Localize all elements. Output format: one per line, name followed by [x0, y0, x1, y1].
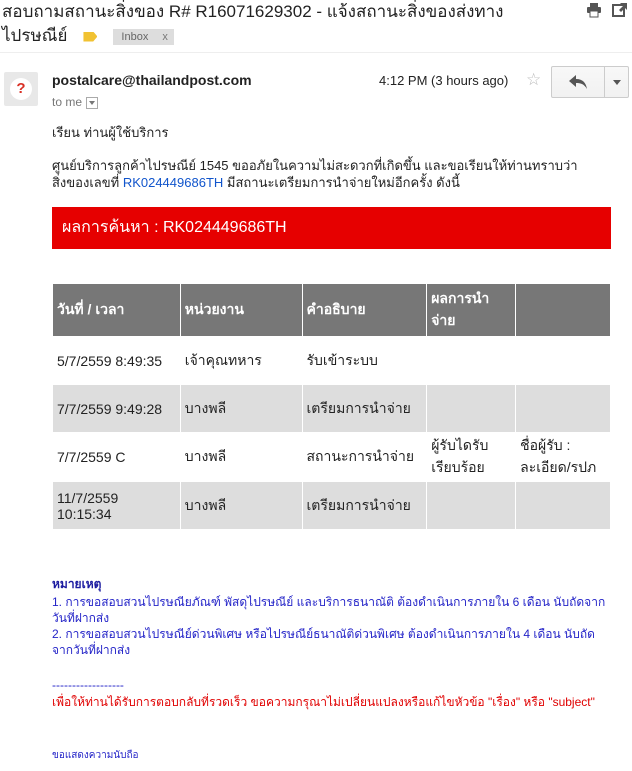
cell-extra — [516, 337, 611, 385]
unknown-sender-icon: ? — [10, 78, 32, 100]
label-tag-icon[interactable] — [83, 32, 97, 42]
result-banner — [52, 207, 611, 249]
cell-extra: ชื่อผู้รับ : ละเอียด/รปภ — [516, 433, 611, 482]
inbox-label-text: Inbox — [121, 30, 149, 43]
cell-description: รับเข้าระบบ — [302, 337, 427, 385]
email-subject — [2, 0, 547, 48]
intro-paragraph — [52, 157, 614, 191]
remove-label-button[interactable]: x — [162, 30, 168, 43]
cell-extra — [516, 385, 611, 433]
sender-avatar — [4, 72, 38, 106]
subject-bar — [0, 0, 632, 52]
table-row — [53, 337, 611, 385]
signature-text: ขอแสดงความนับถือ — [52, 750, 139, 761]
cell-description: เตรียมการนำจ่าย — [302, 385, 427, 433]
message-time: 4:12 PM (3 hours ago) — [379, 73, 509, 88]
print-icon[interactable] — [586, 2, 602, 18]
recipient-line — [52, 95, 98, 109]
cell-description: สถานะการนำจ่าย — [302, 433, 427, 482]
reply-icon — [569, 75, 587, 89]
col-header-office: หน่วยงาน — [180, 284, 302, 337]
cell-office: บางพลี — [180, 385, 302, 433]
more-actions-button[interactable] — [604, 67, 629, 97]
separator-dashes: ------------------ — [52, 678, 124, 692]
cell-datetime: 7/7/2559 9:49:28 — [53, 385, 181, 433]
table-row — [53, 385, 611, 433]
details-dropdown[interactable] — [86, 97, 98, 109]
subject-text: สอบถามสถานะสิ่งของ R# R16071629302 - แจ้งสถานะสิ่งของส่งทางไปรษณีย์ — [2, 2, 504, 45]
cell-description: เตรียมการนำจ่าย — [302, 482, 427, 530]
cell-result — [427, 337, 516, 385]
cell-result — [427, 385, 516, 433]
star-icon[interactable]: ☆ — [526, 70, 542, 89]
cell-result — [427, 482, 516, 530]
intro-text-pre: ศูนย์บริการลูกค้าไปรษณีย์ 1545 ขออภัยในความไม่สะดวกที่เกิดขึ้น และขอเรียนให้ท่านทราบว่า สิ่งของเลขที่ — [52, 158, 578, 190]
table-row — [53, 482, 611, 530]
cell-result: ผู้รับไดรับเรียบร้อย — [427, 433, 516, 482]
cell-office: บางพลี — [180, 433, 302, 482]
recipient-text: to me — [52, 95, 83, 109]
col-header-description: คำอธิบาย — [302, 284, 427, 337]
new-window-icon[interactable] — [612, 2, 628, 18]
col-header-extra — [516, 284, 611, 337]
cell-datetime: 5/7/2559 8:49:35 — [53, 337, 181, 385]
greeting: เรียน ท่านผู้ใช้บริการ — [52, 125, 169, 140]
note-item: 2. การขอสอบสวนไปรษณีย์ด่วนพิเศษ หรือไปรษณีย์ธนาณัติด่วนพิเศษ ต้องดำเนินการภายใน 4 เดือน นับถัดจากวันที่ฝากส่ง — [52, 627, 595, 657]
cell-office: เจ้าคุณทหาร — [180, 337, 302, 385]
cell-office: บางพลี — [180, 482, 302, 530]
notes-title: หมายเหตุ — [52, 577, 102, 591]
result-banner-text: ผลการค้นหา : RK024449686TH — [62, 219, 287, 236]
col-header-datetime: วันที่ / เวลา — [53, 284, 181, 337]
notes-list — [52, 594, 612, 658]
note-item: 1. การขอสอบสวนไปรษณียภัณฑ์ พัสดุไปรษณีย์ และบริการธนาณัติ ต้องดำเนินการภายใน 6 เดือน นับถัดจากวันที่ฝากส่ง — [52, 595, 606, 625]
table-row — [53, 433, 611, 482]
cell-datetime: 11/7/2559 10:15:34 — [53, 482, 181, 530]
col-header-delivery-result: ผลการนำจ่าย — [427, 284, 516, 337]
table-header-row — [53, 284, 611, 337]
subject-warning: เพื่อให้ท่านได้รับการตอบกลับที่รวดเร็ว ขอความกรุณาไม่เปลี่ยนแปลงหรือแก้ไขหัวข้อ "เรื่อง" หรือ "subject" — [52, 695, 595, 709]
reply-button[interactable] — [552, 67, 604, 97]
header-divider — [0, 52, 632, 53]
cell-extra — [516, 482, 611, 530]
inbox-label-chip[interactable] — [113, 29, 173, 45]
intro-text-post: มีสถานะเตรียมการนำจ่ายใหม่อีกครั้ง ดังนี้ — [223, 175, 460, 190]
reply-button-group — [551, 66, 629, 98]
cell-datetime: 7/7/2559 C — [53, 433, 181, 482]
sender-email[interactable]: postalcare@thailandpost.com — [52, 72, 252, 88]
tracking-table — [52, 283, 611, 530]
tracking-number-link[interactable]: RK024449686TH — [122, 175, 224, 190]
